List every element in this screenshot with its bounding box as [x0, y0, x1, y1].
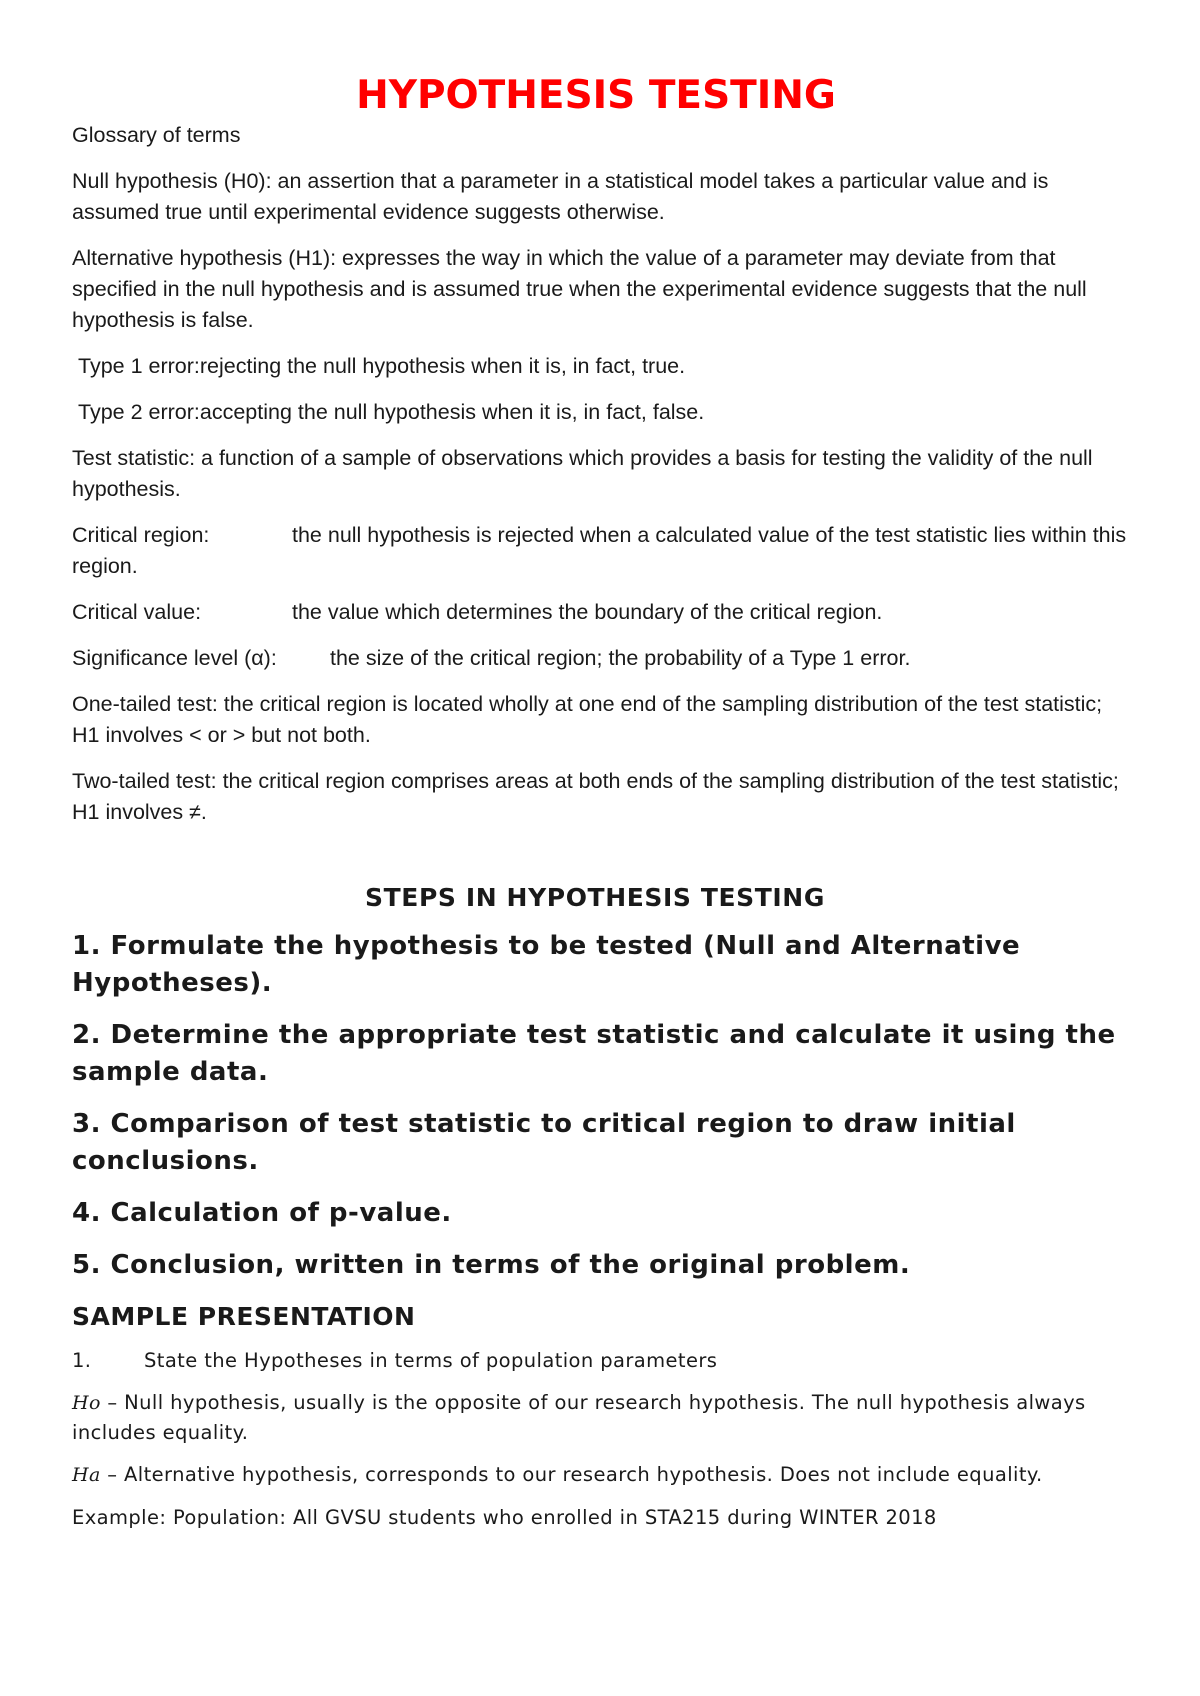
- type2-error-label: Type 2 error:: [78, 400, 200, 424]
- critical-region-definition: [72, 520, 1132, 582]
- example-text: Example: Population: All GVSU students who enrolled in STA215 during WINTER 2018: [72, 1506, 937, 1529]
- step-item: 5. Conclusion, written in terms of the original problem.: [72, 1250, 911, 1280]
- ho-text: – Null hypothesis, usually is the opposite of our research hypothesis. The null hypothesis always includes equality.: [72, 1391, 1086, 1444]
- page-title: HYPOTHESIS TESTING: [356, 73, 836, 118]
- null-hypothesis-note: [72, 1388, 1132, 1447]
- type2-error-definition: [72, 397, 1132, 428]
- sample-presentation-heading: SAMPLE PRESENTATION: [72, 1302, 416, 1331]
- significance-level-label: Significance level (α):: [72, 646, 277, 670]
- alternative-hypothesis-note: [72, 1460, 1132, 1490]
- type2-error-text: accepting the null hypothesis when it is, in fact, false.: [199, 400, 705, 424]
- critical-region-label: Critical region:: [72, 523, 210, 547]
- steps-heading: STEPS IN HYPOTHESIS TESTING: [365, 883, 825, 912]
- step-item: 2. Determine the appropriate test statistic and calculate it using the sample data.: [72, 1020, 1116, 1087]
- sample-item-1: [72, 1346, 1132, 1375]
- two-tailed-test-definition: Two-tailed test: the critical region comprises areas at both ends of the sampling distribution of the test statistic; H1 involves ≠.: [72, 769, 1119, 824]
- significance-level-text: the size of the critical region; the probability of a Type 1 error.: [330, 646, 911, 670]
- type1-error-definition: [72, 351, 1132, 382]
- step-item: 1. Formulate the hypothesis to be tested (Null and Alternative Hypotheses).: [72, 931, 1021, 998]
- critical-value-label: Critical value:: [72, 600, 202, 624]
- step-item: 4. Calculation of p-value.: [72, 1198, 452, 1228]
- sample-item-text: State the Hypotheses in terms of population parameters: [144, 1349, 718, 1372]
- step-item: 3. Comparison of test statistic to critical region to draw initial conclusions.: [72, 1109, 1016, 1176]
- alternative-hypothesis-definition: Alternative hypothesis (H1): expresses the way in which the value of a parameter may deviate from that specified in the null hypothesis and is assumed true when the experimental evidence suggests that the null hypothesis is false.: [72, 246, 1087, 332]
- null-hypothesis-definition: Null hypothesis (H0): an assertion that a parameter in a statistical model takes a particular value and is assumed true until experimental evidence suggests otherwise.: [72, 169, 1049, 224]
- significance-level-definition: [72, 643, 1132, 674]
- one-tailed-test-definition: One-tailed test: the critical region is located wholly at one end of the sampling distribution of the test statistic; H1 involves < or > but not both.: [72, 692, 1103, 747]
- ho-symbol: Ho: [72, 1392, 101, 1414]
- ha-symbol: Ha: [72, 1464, 101, 1486]
- critical-value-definition: [72, 597, 1132, 628]
- type1-error-text: rejecting the null hypothesis when it is, in fact, true.: [199, 354, 686, 378]
- document-page: [72, 0, 1132, 1532]
- critical-value-text: the value which determines the boundary of the critical region.: [292, 600, 883, 624]
- ha-text: – Alternative hypothesis, corresponds to our research hypothesis. Does not include equality.: [100, 1463, 1043, 1486]
- critical-region-text: the null hypothesis is rejected when a calculated value of the test statistic lies within this region.: [72, 523, 1127, 578]
- sample-item-number: 1.: [72, 1349, 92, 1372]
- test-statistic-definition: Test statistic: a function of a sample of observations which provides a basis for testing the validity of the null hypothesis.: [72, 446, 1093, 501]
- glossary-heading: Glossary of terms: [72, 123, 241, 147]
- type1-error-label: Type 1 error:: [78, 354, 200, 378]
